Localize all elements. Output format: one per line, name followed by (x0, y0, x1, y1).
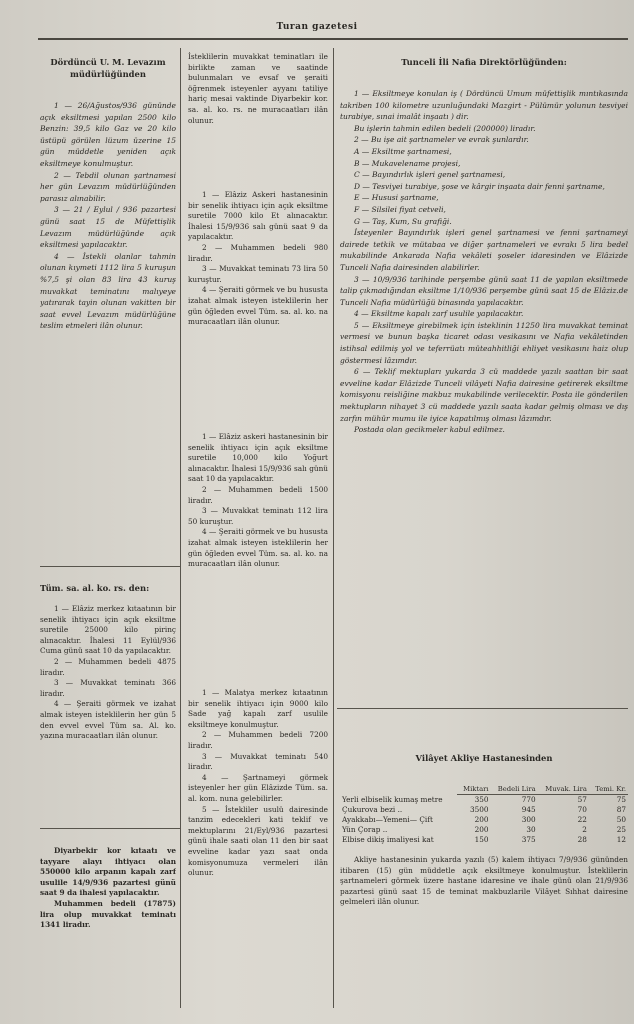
col1-para-2: 2 — Tebdil olunan şartnamesi her gün Levazım müdürlüğünden parasız alınabilir. (40, 170, 176, 203)
akliye-col-item (340, 784, 457, 795)
spacer (340, 764, 628, 784)
akliye-lira: 28 (577, 835, 587, 844)
col3-item-e: E — Hususi şartname, (354, 193, 439, 203)
col2-yogurt-notice (188, 432, 328, 657)
col2-yogurt-para-3: 3 — Muvakkat teminatı 112 lira 50 kuruştur. (188, 506, 328, 526)
col2-sadeyag-para-4: 4 — Şartnameyi görmek isteyenler her gün Elâzizde Tüm. sa. al. kom. nuna gelebilirler. (188, 772, 328, 803)
col1-tum-para-2: 2 — Muhammen bedeli 4875 liradır. (40, 656, 176, 677)
akliye-kr: 75 (616, 795, 626, 804)
col2-sadeyag-para-2: 2 — Muhammen bedeli 7200 liradır. (188, 730, 328, 750)
col1-section-rule-2 (40, 828, 180, 829)
col3-para-5th: 5 — Eksiltmeye girebilmek için isteklinin 11250 lira muvakkat teminat vermesi ve bunun başka ticaret odası vesikasını ve Nafia vekâletinden istihsal edilmiş yol ve teferrüatı müteahhitliği ehliyet vesikasını haiz olup göstermesi lâzımdır. (340, 320, 628, 365)
col2-sadeyag-para-3: 3 — Muvakkat teminatı 540 liradır. (188, 751, 328, 772)
col3-tunceli-notice (340, 56, 628, 702)
col3-item-b: B — Mukavelename projesi, (354, 158, 461, 168)
col2-et-para-1: 1 — Elâziz Askeri hastanesinin bir senelik ihtiyacı için açık eksiltme suretile 7000 kilo Et alınacaktır. İhalesi 15/9/936 salı günü saat 9 da yapılacaktır. (188, 190, 328, 242)
col1-levazim-notice (40, 56, 176, 560)
col3-para-postada: Postada olan gecikmeler kabul edilmez. (354, 425, 505, 435)
col2-top-para: İsteklilerin muvakkat teminatları ile birlikte zaman ve saatinde bulunmaları ve evsaf ve şeraiti öğrenmek isteyenler ayyanı tatiliye hariç mesai vaktinde Diyarbekir kor. sa. al. ko. rs. ne muracaatları ilân olunur. (188, 52, 328, 125)
table-row (340, 795, 628, 806)
col1-tum-notice (40, 582, 176, 822)
col3-item-d: D — Tesviyei turabiye, şose ve kârgir inşaata dair fenni şartname, (354, 181, 605, 191)
akliye-kr: 87 (616, 805, 626, 814)
akliye-lira: 22 (577, 815, 587, 824)
akliye-item: Yerli elbiselik kumaş metre (342, 795, 443, 804)
akliye-note: Akliye hastanesinin yukarda yazılı (5) kalem ihtiyacı 7/9/936 gününden itibaren (15) gün müddetle açık eksiltmeye konulmuştur. İsteklilerin şartnameleri görmek üzere hastane idaresine ve ihale günü olan 21/9/936 pazartesi günü saat 15 de teminat makbuzlarile Vilâyet Sıhhat dairesine gelmeleri ilân olunur. (340, 855, 628, 907)
col3-para-4th: 4 — Eksiltme kapalı zarf usulile yapılacaktır. (354, 309, 524, 319)
masthead: Turan gazetesi (276, 22, 358, 32)
spacer (40, 594, 176, 604)
akliye-kr: 12 (616, 835, 626, 844)
col3-para-2: Bu işlerin tahmin edilen bedeli (200000) liradır. (354, 123, 536, 133)
table-row (340, 815, 628, 825)
col3-item-c: C — Bayındırlık işleri genel şartnamesi, (354, 170, 506, 180)
col1-heading-line1: Dördüncü U. M. Levazım (50, 57, 166, 67)
akliye-miktar: 150 (474, 835, 489, 844)
akliye-bedel: 30 (526, 825, 536, 834)
col3-section-rule (337, 708, 628, 709)
akliye-miktar: 200 (474, 815, 489, 824)
col1-heading-line2: müdürlüğünden (70, 69, 146, 79)
col2-sadeyag-para-1: 1 — Malatya merkez kıtaatının bir senelik ihtiyacı için 9000 kilo Sade yağ kapalı zarf usulile eksiltmeye konulmuştur. (188, 688, 328, 729)
col3-para-1: 1 — Eksiltmeye konulan iş ( Dördüncü Umum müfettişlik mıntıkasında takriben 100 kilometre uzunluğundaki Mazgirt - Pülümür yolunun tesviyei turabiye, sınai imalât inşaatı ) dir. (340, 89, 628, 122)
akliye-item: Ayakkabı—Yemeni— Çift (342, 815, 433, 824)
col1-para-3: 3 — 21 / Eylul / 936 pazartesi günü saat 15 de Müfettişlik Levazım müdürlüğünde açık eksiltmesi yapılacaktır. (40, 205, 176, 250)
akliye-col-muvak: Muvak. Lira (538, 784, 589, 795)
col2-yogurt-para-1: 1 — Elâziz askeri hastanesinin bir senelik ihtiyacı için açık eksiltme suretile 10,000 kilo Yoğurt alınacaktır. İhalesi 15/9/936 salı günü saat 10 da yapılacaktır. (188, 432, 328, 484)
col2-top-notice (188, 52, 328, 152)
akliye-header-row (340, 784, 628, 795)
top-rule (38, 38, 628, 40)
table-row (340, 835, 628, 845)
col2-et-notice (188, 190, 328, 415)
col3-para-isteyenler: İsteyenler Bayındırlık işleri genel şartnamesi ve fenni şartnameyi dairede tetkik ve mütabaa ve diğer şartnameleri ve evrakı 5 lira bedel mukabilinde Ankarada Nafia vekâleti şoseler idaresinden ve Elâzizde Tunceli Nafia dairesinden alabilirler. (340, 228, 628, 272)
akliye-lira: 70 (577, 805, 587, 814)
col1-heading2: Tüm. sa. al. ko. rs. den: (40, 583, 150, 593)
akliye-heading: Vilâyet Akliye Hastanesinden (415, 753, 553, 763)
akliye-bedel: 945 (521, 805, 536, 814)
table-row (340, 805, 628, 815)
column-divider-1 (180, 48, 181, 1008)
akliye-kr: 50 (616, 815, 626, 824)
akliye-item: Elbise dikiş imaliyesi kat (342, 835, 434, 844)
col1-para-1: 1 — 26/Ağustos/936 gününde açık eksiltmesi yapılan 2500 kilo Benzin: 39,5 kilo Gaz ve 20 kilo üstüpü görülen lüzum üzerine 15 gün müddetle yeniden açık eksiltmeye konulmuştur. (40, 101, 176, 168)
akliye-bedel: 770 (521, 795, 536, 804)
col3-heading: Tunceli İli Nafia Direktörlüğünden: (401, 57, 567, 67)
col3-item-f: F — Silsilei fiyat cetveli, (354, 204, 446, 214)
akliye-miktar: 200 (474, 825, 489, 834)
akliye-miktar: 350 (474, 795, 489, 804)
akliye-lira: 57 (577, 795, 587, 804)
akliye-table (340, 784, 628, 845)
col1-para-4: 4 — İstekli olanlar tahmin olunan kıymeti 1112 lira 5 kuruşun %7,5 şi olan 83 lira 43 kuruş muvakkat teminatını malıyeye yatırarak tayin olunan vakitten bir saat evvel Levazım müdürlüğüne teslim etmeleri ilân olunur. (40, 251, 176, 331)
col3-item-a: A — Eksiltme şartnamesi, (354, 146, 452, 156)
akliye-item: Yün Çorap .. (342, 825, 388, 834)
col2-et-para-2: 2 — Muhammen bedeli 980 liradır. (188, 242, 328, 263)
col1-tum-para-3: 3 — Muvakkat teminatı 366 liradır. (40, 678, 176, 698)
spacer (40, 80, 176, 100)
akliye-kr: 25 (616, 825, 626, 834)
akliye-notice (340, 752, 628, 992)
akliye-col-temi: Temi. Kr. (589, 784, 628, 795)
col2-yogurt-para-4: 4 — Şeraiti görmek ve bu hususta izahat almak isteyen isteklilerin her gün öğleden evvel Tüm. sa. al. ko. na muracaatları ilân olunur. (188, 527, 328, 569)
spacer (340, 68, 628, 88)
col3-para-6th: 6 — Teklif mektupları yukarda 3 cü maddede yazılı saattan bir saat evveline kadar Elâzizde Tunceli vilâyeti Nafia dairesine getirerek eksiltme komisyonu reisliğine makbuz mukabilinde verilecektir. Posta ile gönderilen mektupların nihayet 3 cü maddede yazılı saata kadar gelmiş olması ve dış zarfın mühür mumu ile iyice kapatılmış olması lâzımdır. (340, 367, 628, 423)
col2-sadeyag-para-5: 5 — İstekliler usulü dairesinde tanzim edecekleri kati teklif ve mektuplarını 21/Eyl/936 pazartesi günü ihale saati olan 11 den bir saat evveline kadar yazı saat onda komisyonumuza vermeleri ilân olunur. (188, 804, 328, 878)
col1-diyarbekir-para-2: Muhammen bedeli (17875) lira olup muvakkat teminatı 1341 liradır. (40, 898, 176, 930)
col2-yogurt-para-2: 2 — Muhammen bedeli 1500 liradır. (188, 484, 328, 505)
akliye-lira: 2 (582, 825, 587, 834)
col2-sadeyag-notice (188, 688, 328, 1010)
akliye-miktar: 3500 (470, 805, 489, 814)
akliye-item: Çukurova bezi .. (342, 805, 403, 814)
col1-diyarbekir-notice (40, 846, 176, 1006)
akliye-bedel: 375 (521, 835, 536, 844)
col3-para-3rd: 3 — 10/9/936 tarihinde perşembe günü saat 11 de yapılan eksiltmede talip çıkmadığından eksiltme 1/10/936 perşembe günü saat 15 de Elâziz.de Tunceli Nafia müdürlüğü binasında yapılacaktır. (340, 274, 628, 307)
column-divider-2 (333, 48, 334, 1008)
col2-et-para-4: 4 — Şeraiti görmek ve bu hususta izahat almak isteyen isteklilerin her gün öğleden evvel Tüm. sa. al. ko. na muracaatları ilân olunur. (188, 285, 328, 327)
col3-item-g: G — Taş, Kum, Su grafiği. (354, 216, 452, 226)
akliye-col-miktar: Miktarı (457, 784, 490, 795)
spacer (340, 845, 628, 855)
table-row (340, 825, 628, 835)
akliye-bedel: 300 (521, 815, 536, 824)
col1-tum-para-1: 1 — Elâziz merkez kıtaatının bir senelik ihtiyacı için açık eksiltme suretile 25000 kilo pirinç alınacaktır. İhalesi 11 Eylül/936 Cuma günü saat 10 da yapılacaktır. (40, 604, 176, 656)
col1-diyarbekir-para-1: Diyarbekir kor kıtaatı ve tayyare alayı ihtiyacı olan 550000 kilo arpanın kapalı zarf usulile 14/9/936 pazartesi günü saat 9 da ihalesi yapılacaktır. (40, 846, 176, 898)
col1-tum-para-4: 4 — Şeraiti görmek ve izahat almak isteyen isteklilerin her gün 5 den evvel evvel Tüm sa. Al. ko. yazına muracaatları ilân olunur. (40, 699, 176, 741)
col1-section-rule (40, 566, 180, 567)
col3-para-3: 2 — Bu işe ait şartnameler ve evrak şunlardır. (354, 135, 529, 145)
akliye-col-bedel: Bedeli Lira (491, 784, 538, 795)
col2-et-para-3: 3 — Muvakkat teminatı 73 lira 50 kuruştur. (188, 264, 328, 284)
